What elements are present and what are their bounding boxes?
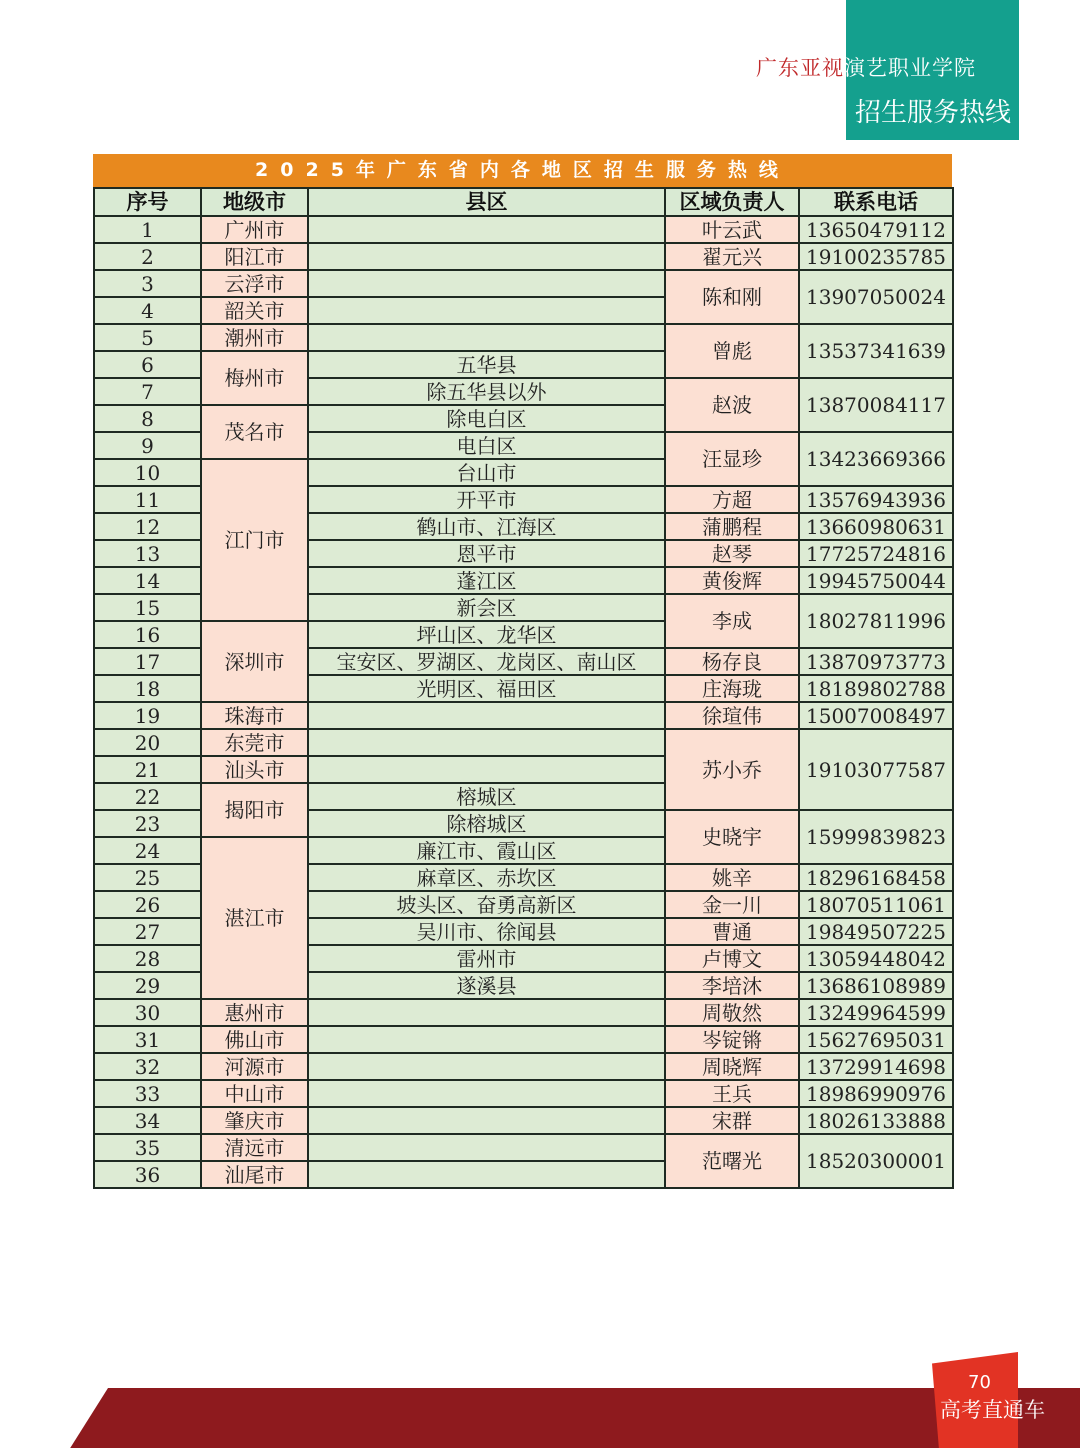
cell-phone: 13576943936 (799, 486, 953, 513)
cell-county (308, 270, 665, 297)
table-row (94, 270, 953, 297)
cell-no: 9 (94, 432, 201, 459)
cell-county: 恩平市 (308, 540, 665, 567)
cell-phone: 15999839823 (799, 810, 953, 864)
cell-no: 6 (94, 351, 201, 378)
cell-person: 卢博文 (665, 945, 799, 972)
cell-no: 13 (94, 540, 201, 567)
cell-phone: 18520300001 (799, 1134, 953, 1188)
cell-person: 金一川 (665, 891, 799, 918)
cell-person: 汪显珍 (665, 432, 799, 486)
cell-city: 中山市 (201, 1080, 308, 1107)
cell-city: 肇庆市 (201, 1107, 308, 1134)
cell-phone: 15627695031 (799, 1026, 953, 1053)
cell-person: 宋群 (665, 1107, 799, 1134)
cell-county (308, 1134, 665, 1161)
cell-county (308, 1080, 665, 1107)
cell-city: 汕尾市 (201, 1161, 308, 1188)
col-header-city: 地级市 (201, 188, 308, 216)
cell-no: 26 (94, 891, 201, 918)
cell-county (308, 216, 665, 243)
cell-no: 14 (94, 567, 201, 594)
cell-no: 21 (94, 756, 201, 783)
table-title: 2025年广东省内各地区招生服务热线 (93, 154, 952, 187)
col-header-person: 区域负责人 (665, 188, 799, 216)
cell-no: 25 (94, 864, 201, 891)
header-row (94, 188, 953, 216)
cell-no: 34 (94, 1107, 201, 1134)
cell-no: 12 (94, 513, 201, 540)
cell-city: 茂名市 (201, 405, 308, 459)
cell-no: 1 (94, 216, 201, 243)
cell-person: 杨存良 (665, 648, 799, 675)
cell-no: 3 (94, 270, 201, 297)
cell-phone: 18026133888 (799, 1107, 953, 1134)
cell-county (308, 1053, 665, 1080)
cell-city: 梅州市 (201, 351, 308, 405)
cell-county (308, 999, 665, 1026)
college-name (756, 52, 976, 82)
cell-city: 阳江市 (201, 243, 308, 270)
table-row (94, 1107, 953, 1134)
cell-county: 遂溪县 (308, 972, 665, 999)
cell-no: 4 (94, 297, 201, 324)
cell-no: 33 (94, 1080, 201, 1107)
hotline-title: 招生服务热线 (855, 98, 1012, 128)
cell-phone: 18070511061 (799, 891, 953, 918)
cell-no: 18 (94, 675, 201, 702)
cell-no: 7 (94, 378, 201, 405)
cell-county: 雷州市 (308, 945, 665, 972)
cell-county: 廉江市、霞山区 (308, 837, 665, 864)
cell-city: 清远市 (201, 1134, 308, 1161)
cell-phone2: 17725724816 (799, 540, 953, 567)
cell-person: 范曙光 (665, 1134, 799, 1188)
cell-county: 吴川市、徐闻县 (308, 918, 665, 945)
cell-person: 庄海珑 (665, 675, 799, 702)
cell-county: 新会区 (308, 594, 665, 621)
cell-no: 24 (94, 837, 201, 864)
cell-no: 10 (94, 459, 201, 486)
cell-county: 台山市 (308, 459, 665, 486)
cell-county: 光明区、福田区 (308, 675, 665, 702)
hotline-grid (93, 187, 954, 1189)
table-row (94, 324, 953, 351)
cell-phone: 18296168458 (799, 864, 953, 891)
cell-person2: 赵琴 (665, 540, 799, 567)
cell-phone: 13537341639 (799, 324, 953, 378)
cell-person: 王兵 (665, 1080, 799, 1107)
table-row (94, 729, 953, 756)
college-name-part2: 演艺职业学院 (844, 56, 976, 80)
table-row (94, 1026, 953, 1053)
table-row (94, 243, 953, 270)
cell-county: 除五华县以外 (308, 378, 665, 405)
cell-no: 8 (94, 405, 201, 432)
cell-phone: 13059448042 (799, 945, 953, 972)
cell-city: 湛江市 (201, 837, 308, 999)
cell-county (308, 756, 665, 783)
table-row (94, 1053, 953, 1080)
cell-city: 广州市 (201, 216, 308, 243)
cell-county: 除榕城区 (308, 810, 665, 837)
cell-phone: 13423669366 (799, 432, 953, 486)
cell-phone: 13660980631 (799, 513, 953, 540)
cell-no: 22 (94, 783, 201, 810)
cell-no: 11 (94, 486, 201, 513)
cell-no: 23 (94, 810, 201, 837)
cell-phone: 18189802788 (799, 675, 953, 702)
cell-person: 赵波 (665, 378, 799, 432)
cell-city: 河源市 (201, 1053, 308, 1080)
page-number: 70 (968, 1372, 991, 1393)
cell-no: 28 (94, 945, 201, 972)
cell-no: 31 (94, 1026, 201, 1053)
cell-no: 20 (94, 729, 201, 756)
cell-phone: 13907050024 (799, 270, 953, 324)
cell-city: 揭阳市 (201, 783, 308, 837)
cell-person: 周敬然 (665, 999, 799, 1026)
cell-phone: 18986990976 (799, 1080, 953, 1107)
cell-phone: 13870973773 (799, 648, 953, 675)
cell-phone: 13650479112 (799, 216, 953, 243)
cell-city: 惠州市 (201, 999, 308, 1026)
table-row (94, 1134, 953, 1161)
cell-city: 潮州市 (201, 324, 308, 351)
cell-county: 宝安区、罗湖区、龙岗区、南山区 (308, 648, 665, 675)
cell-city: 韶关市 (201, 297, 308, 324)
cell-city: 深圳市 (201, 621, 308, 702)
col-header-no: 序号 (94, 188, 201, 216)
cell-no: 30 (94, 999, 201, 1026)
table-row (94, 216, 953, 243)
cell-no: 5 (94, 324, 201, 351)
cell-person: 蒲鹏程 (665, 513, 799, 540)
cell-phone: 15007008497 (799, 702, 953, 729)
cell-no: 27 (94, 918, 201, 945)
cell-county: 五华县 (308, 351, 665, 378)
footer-label: 高考直通车 (940, 1398, 1045, 1422)
college-name-part1: 广东亚视 (756, 56, 844, 80)
cell-county: 开平市 (308, 486, 665, 513)
cell-city: 云浮市 (201, 270, 308, 297)
cell-county (308, 243, 665, 270)
cell-person: 李培沐 (665, 972, 799, 999)
table-row (94, 702, 953, 729)
cell-county (308, 324, 665, 351)
cell-county: 电白区 (308, 432, 665, 459)
cell-county (308, 297, 665, 324)
cell-person: 姚辛 (665, 864, 799, 891)
cell-phone: 13729914698 (799, 1053, 953, 1080)
cell-person: 李成 (665, 594, 799, 648)
cell-county (308, 1107, 665, 1134)
footer-band (0, 1388, 1080, 1448)
cell-county (308, 1026, 665, 1053)
cell-county: 榕城区 (308, 783, 665, 810)
cell-county (308, 702, 665, 729)
cell-no: 2 (94, 243, 201, 270)
col-header-county: 县区 (308, 188, 665, 216)
cell-no: 19 (94, 702, 201, 729)
cell-no: 36 (94, 1161, 201, 1188)
hotline-table (93, 154, 952, 1329)
cell-person: 方超 (665, 486, 799, 513)
cell-city: 汕头市 (201, 756, 308, 783)
cell-phone: 13686108989 (799, 972, 953, 999)
cell-person: 曾彪 (665, 324, 799, 378)
cell-phone: 19100235785 (799, 243, 953, 270)
cell-no: 17 (94, 648, 201, 675)
cell-person: 苏小乔 (665, 729, 799, 810)
table-row (94, 1080, 953, 1107)
cell-person2: 黄俊辉 (665, 567, 799, 594)
cell-person: 史晓宇 (665, 810, 799, 864)
cell-person: 岑锭锵 (665, 1026, 799, 1053)
cell-city: 佛山市 (201, 1026, 308, 1053)
cell-person: 陈和刚 (665, 270, 799, 324)
cell-no: 32 (94, 1053, 201, 1080)
cell-city: 东莞市 (201, 729, 308, 756)
cell-person: 徐瑄伟 (665, 702, 799, 729)
table-row (94, 999, 953, 1026)
cell-county (308, 1161, 665, 1188)
cell-city: 江门市 (201, 459, 308, 621)
cell-city: 珠海市 (201, 702, 308, 729)
cell-person: 周晓辉 (665, 1053, 799, 1080)
cell-phone: 13870084117 (799, 378, 953, 432)
cell-phone: 18027811996 (799, 594, 953, 648)
cell-person: 曹通 (665, 918, 799, 945)
cell-county: 除电白区 (308, 405, 665, 432)
cell-county (308, 729, 665, 756)
cell-person: 翟元兴 (665, 243, 799, 270)
cell-county: 麻章区、赤坎区 (308, 864, 665, 891)
cell-phone: 13249964599 (799, 999, 953, 1026)
cell-no: 29 (94, 972, 201, 999)
cell-county: 坡头区、奋勇高新区 (308, 891, 665, 918)
cell-no: 15 (94, 594, 201, 621)
cell-phone2: 19945750044 (799, 567, 953, 594)
cell-county: 蓬江区 (308, 567, 665, 594)
cell-county: 鹤山市、江海区 (308, 513, 665, 540)
cell-phone: 19103077587 (799, 729, 953, 810)
cell-county: 坪山区、龙华区 (308, 621, 665, 648)
col-header-phone: 联系电话 (799, 188, 953, 216)
cell-phone: 19849507225 (799, 918, 953, 945)
cell-no: 16 (94, 621, 201, 648)
cell-no: 35 (94, 1134, 201, 1161)
cell-person: 叶云武 (665, 216, 799, 243)
